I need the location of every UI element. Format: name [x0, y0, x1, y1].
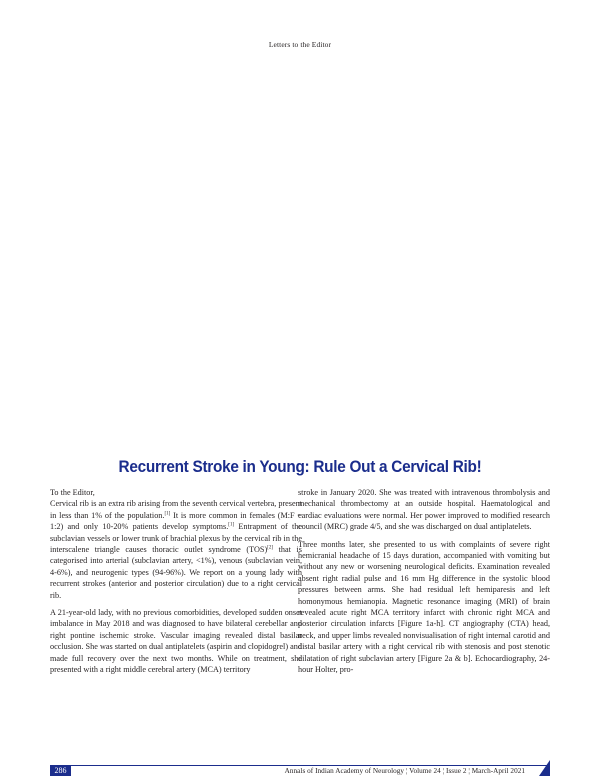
journal-citation: Annals of Indian Academy of Neurology ¦ Volume 24 ¦ Issue 2 ¦ March-April 2021: [284, 767, 525, 775]
citation-ref[interactable]: [1]: [228, 522, 235, 528]
page-number: 286: [50, 765, 71, 776]
salutation: To the Editor,: [50, 488, 95, 497]
article-title: Recurrent Stroke in Young: Rule Out a Cervical Rib!: [118, 458, 482, 476]
body-paragraph-3: stroke in January 2020. She was treated with intravenous thrombolysis and mechanical thrombectomy at an outside hospital. Haematological and cardiac evaluations were normal. Her power improved to modified research council (MRC) grade 4/5, and she was discharged on dual antiplatelets.: [298, 488, 550, 532]
right-column: [298, 487, 550, 682]
body-paragraph-2: A 21-year-old lady, with no previous comorbidities, developed sudden onset imbalance in May 2018 and was diagnosed to have bilateral cerebellar and right pontine ischemic stroke. Vascular imaging revealed distal basilar occlusion. She was started on dual antiplatelets (aspirin and clopidogrel) and made full recovery over the next two months. While on treatment, she presented with a right middle cerebral artery (MCA) territory: [50, 608, 302, 675]
citation-ref[interactable]: [2]: [267, 545, 274, 551]
left-column: [50, 487, 302, 682]
section-header: Letters to the Editor: [268, 40, 332, 49]
citation-ref[interactable]: [1]: [164, 511, 171, 517]
body-paragraph-1: Cervical rib is an extra rib arising from the seventh cervical vertebra, present in less than 1% of the population.[1] It is more common in females (M:F = 1:2) and only 10-20% patients develop symptoms.[1] Entrapment of the subclavian vessels or lower trunk of brachial plexus by the cervical rib in the interscalene triangle causes thoracic outlet syndrome (TOS)[2] that is categorised into arterial (subclavian artery, <1%), venous (subclavian vein, 4-6%), and neurogenic types (94-96%). We report on a young lady with recurrent strokes (anterior and posterior circulation) due to a right cervical rib.: [50, 499, 302, 600]
body-paragraph-4: Three months later, she presented to us with complaints of severe right hemicranial headache of 15 days duration, accompanied with vomiting but without any new or worsening neurological deficits. Examination revealed absent right radial pulse and 16 mm Hg difference in the systolic blood pressures between arms. She had residual left hemiparesis and left homonymous hemianopia. Magnetic resonance imaging (MRI) of brain revealed acute right MCA territory infarct with chronic right MCA and posterior circulation infarcts [Figure 1a-h]. CT angiography (CTA) head, neck, and upper limbs revealed nonvisualisation of right internal carotid and distal basilar artery with a right cervical rib with stenosis and post stenotic dilatation of right subclavian artery [Figure 2a & b]. Echocardiography, 24-hour Holter, pro-: [298, 539, 550, 675]
corner-accent: [539, 760, 550, 776]
